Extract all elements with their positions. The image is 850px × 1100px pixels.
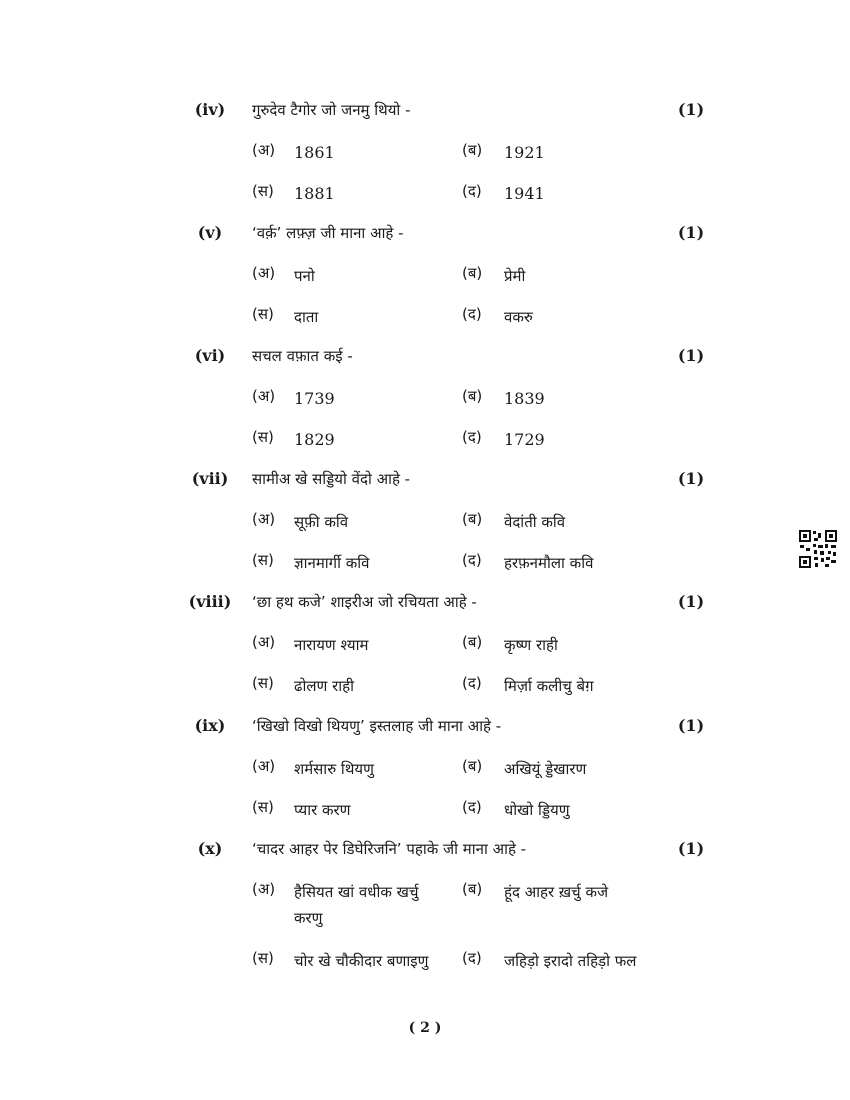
option-label: (स) <box>252 305 274 323</box>
option-label: (अ) <box>252 757 276 775</box>
option-label: (ब) <box>462 633 483 651</box>
option-label: (स) <box>252 182 274 200</box>
question-marks: (1) <box>677 346 705 365</box>
option-label: (द) <box>462 428 482 446</box>
option-text: जहिड़ो इरादो तहिड़ो फल <box>504 952 637 970</box>
option-label: (अ) <box>252 510 276 528</box>
option-text: 1861 <box>294 143 335 162</box>
question-marks: (1) <box>677 223 705 242</box>
option-text: प्रेमी <box>504 267 526 285</box>
option-label: (ब) <box>462 757 483 775</box>
qr-code-icon <box>798 529 838 569</box>
option-text: चोर खे चौकीदार बणाइणु <box>294 952 429 970</box>
option-text: 1941 <box>504 184 545 203</box>
question-text: सचल वफ़ात कई - <box>252 347 353 365</box>
question-number: (vi) <box>194 346 226 365</box>
option-text: पनो <box>294 267 315 285</box>
option-text: वकरु <box>504 308 533 326</box>
option-label: (ब) <box>462 141 483 159</box>
option-text: 1829 <box>294 430 335 449</box>
option-label: (ब) <box>462 510 483 528</box>
option-text: 1881 <box>294 184 335 203</box>
option-label: (ब) <box>462 880 483 898</box>
question-text: ‘चादर आहर पेर डिघेरिजनि’ पहाके जी माना आहे - <box>252 840 527 858</box>
question-text: गुरुदेव टैगोर जो जनमु थियो - <box>252 101 411 119</box>
question-marks: (1) <box>677 592 705 611</box>
question-text: ‘खिखो विखो थियणु’ इस्तलाह जी माना आहे - <box>252 717 502 735</box>
option-text: शर्मसारु थियणु <box>294 760 374 778</box>
option-label: (अ) <box>252 633 276 651</box>
option-label: (द) <box>462 798 482 816</box>
option-text: धोखो ड्डियणु <box>504 801 570 819</box>
option-label: (द) <box>462 674 482 692</box>
option-text: प्यार करण <box>294 801 351 819</box>
question-number: (ix) <box>194 716 226 735</box>
option-text: हैसियत खां वधीक खर्चु करणु <box>294 883 419 927</box>
option-text: हूंद आहर ख़र्चु कजे <box>504 883 609 901</box>
option-text: 1739 <box>294 389 335 408</box>
option-label: (अ) <box>252 880 276 898</box>
page-number: ( 2 ) <box>408 1020 442 1036</box>
option-label: (द) <box>462 182 482 200</box>
option-label: (स) <box>252 949 274 967</box>
option-label: (द) <box>462 949 482 967</box>
option-text: ढोलण राही <box>294 677 354 695</box>
option-text: 1839 <box>504 389 545 408</box>
question-marks: (1) <box>677 839 705 858</box>
option-label: (अ) <box>252 264 276 282</box>
option-label: (द) <box>462 305 482 323</box>
option-label: (अ) <box>252 141 276 159</box>
question-text: ‘छा हथ कजे’ शाइरीअ जो रचियता आहे - <box>252 593 477 611</box>
question-number: (x) <box>197 839 223 858</box>
option-text: मिर्ज़ा कलीचु बेग़ <box>504 677 594 695</box>
question-number: (vii) <box>191 469 229 488</box>
option-label: (स) <box>252 551 274 569</box>
option-text: हरफ़नमौला कवि <box>504 554 594 572</box>
question-text: सामीअ खे सड्डियो वेंदो आहे - <box>252 470 411 488</box>
option-text: नारायण श्याम <box>294 636 369 654</box>
option-text: वेदांती कवि <box>504 513 566 531</box>
question-text: ‘वर्क़’ लफ़्ज़ जी माना आहे - <box>252 224 404 242</box>
option-text: सूफ़ी कवि <box>294 513 349 531</box>
option-text: दाता <box>294 308 319 326</box>
option-text: ज्ञानमार्गी कवि <box>294 554 370 572</box>
option-text: 1729 <box>504 430 545 449</box>
option-label: (अ) <box>252 387 276 405</box>
option-label: (स) <box>252 674 274 692</box>
question-number: (viii) <box>188 592 232 611</box>
option-label: (स) <box>252 428 274 446</box>
option-label: (ब) <box>462 264 483 282</box>
option-label: (स) <box>252 798 274 816</box>
question-number: (iv) <box>194 100 226 119</box>
option-label: (ब) <box>462 387 483 405</box>
question-marks: (1) <box>677 100 705 119</box>
option-text: कृष्ण राही <box>504 636 558 654</box>
question-number: (v) <box>197 223 223 242</box>
option-text: 1921 <box>504 143 545 162</box>
question-marks: (1) <box>677 469 705 488</box>
question-marks: (1) <box>677 716 705 735</box>
option-label: (द) <box>462 551 482 569</box>
option-text: अखियूं ड्डेखारण <box>504 760 587 778</box>
